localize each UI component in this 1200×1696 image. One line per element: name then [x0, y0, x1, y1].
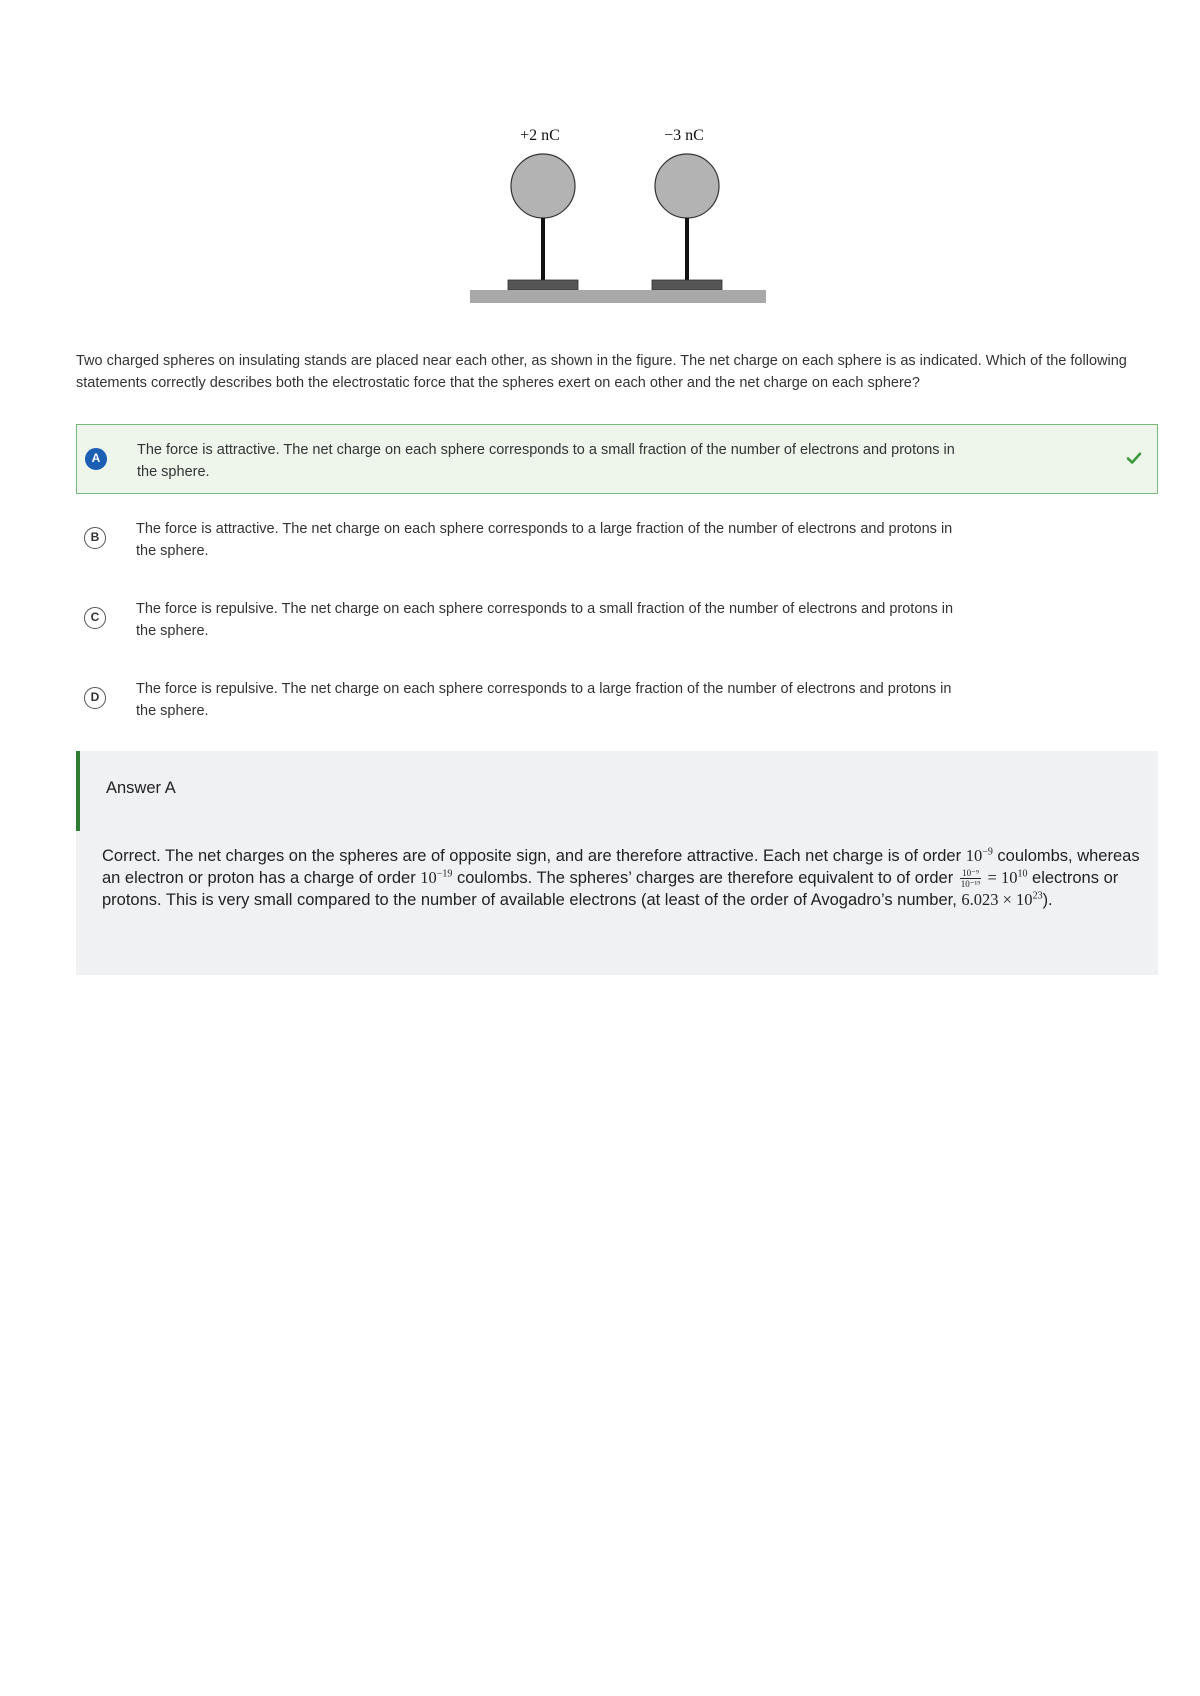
answer-title: Answer A [106, 779, 176, 797]
option-b[interactable] [76, 504, 1158, 574]
math-ratio-fraction: $\frac{\text{10⁻⁹}}{\text{10⁻¹⁹}}$ [960, 868, 981, 890]
spheres-diagram [462, 118, 772, 308]
explanation-part-5: ). [1042, 891, 1053, 910]
option-d[interactable] [76, 664, 1158, 734]
option-c-text: The force is repulsive. The net charge on each sphere corresponds to a small fraction of the number of electrons and protons in the sphere. [136, 601, 954, 639]
option-d-badge: D [84, 687, 106, 709]
explanation-part-2: coulombs, whereas an electron or proton has a charge of order [102, 847, 1140, 887]
answer-panel [76, 751, 1158, 975]
table-surface [470, 290, 766, 303]
left-stand-base [508, 280, 578, 290]
math-electron-charge: $10^{-19}$ [420, 868, 453, 887]
math-charge-order: $10^{-9}$ [965, 846, 993, 865]
math-ratio-result: = $10^{10}$ [983, 868, 1028, 887]
left-sphere [511, 154, 575, 218]
explanation-part-1: Correct. The net charges on the spheres are of opposite sign, and are therefore attractive. Each net charge is of order [102, 847, 966, 865]
question-text: Two charged spheres on insulating stands are placed near each other, as shown in the figure. The net charge on each sphere is as indicated. Which of the following statements correctly describes both the electrostatic force that the spheres exert on each other and the net charge on each sphere? [76, 353, 1127, 391]
answer-explanation [102, 845, 1142, 911]
right-charge-label: −3 nC [664, 127, 704, 144]
math-avogadro: $6.023 \times 10^{23}$ [961, 890, 1043, 910]
right-stand-rod [685, 218, 689, 280]
explanation-part-3: coulombs. The spheres’ charges are therefore equivalent to of order [452, 869, 958, 887]
left-stand-rod [541, 218, 545, 280]
option-b-text: The force is attractive. The net charge on each sphere corresponds to a large fraction of the number of electrons and protons in the sphere. [136, 521, 953, 559]
option-d-text: The force is repulsive. The net charge on each sphere corresponds to a large fraction of the number of electrons and protons in the sphere. [136, 681, 952, 719]
charged-spheres-figure [462, 118, 772, 308]
option-c-badge: C [84, 607, 106, 629]
right-stand-base [652, 280, 722, 290]
option-c[interactable] [76, 584, 1158, 654]
explanation-part-4: electrons or protons. This is very small compared to the number of available electrons (at least of the order of Avogadro’s number, [102, 869, 1119, 910]
option-b-badge: B [84, 527, 106, 549]
option-a-text: The force is attractive. The net charge on each sphere corresponds to a small fraction of the number of electrons and protons in the sphere. [137, 442, 955, 480]
right-sphere [655, 154, 719, 218]
checkmark-icon [1125, 449, 1143, 467]
option-a[interactable] [76, 424, 1158, 494]
option-a-badge: A [85, 448, 107, 470]
left-charge-label: +2 nC [520, 127, 560, 144]
answer-accent-bar [76, 751, 80, 831]
